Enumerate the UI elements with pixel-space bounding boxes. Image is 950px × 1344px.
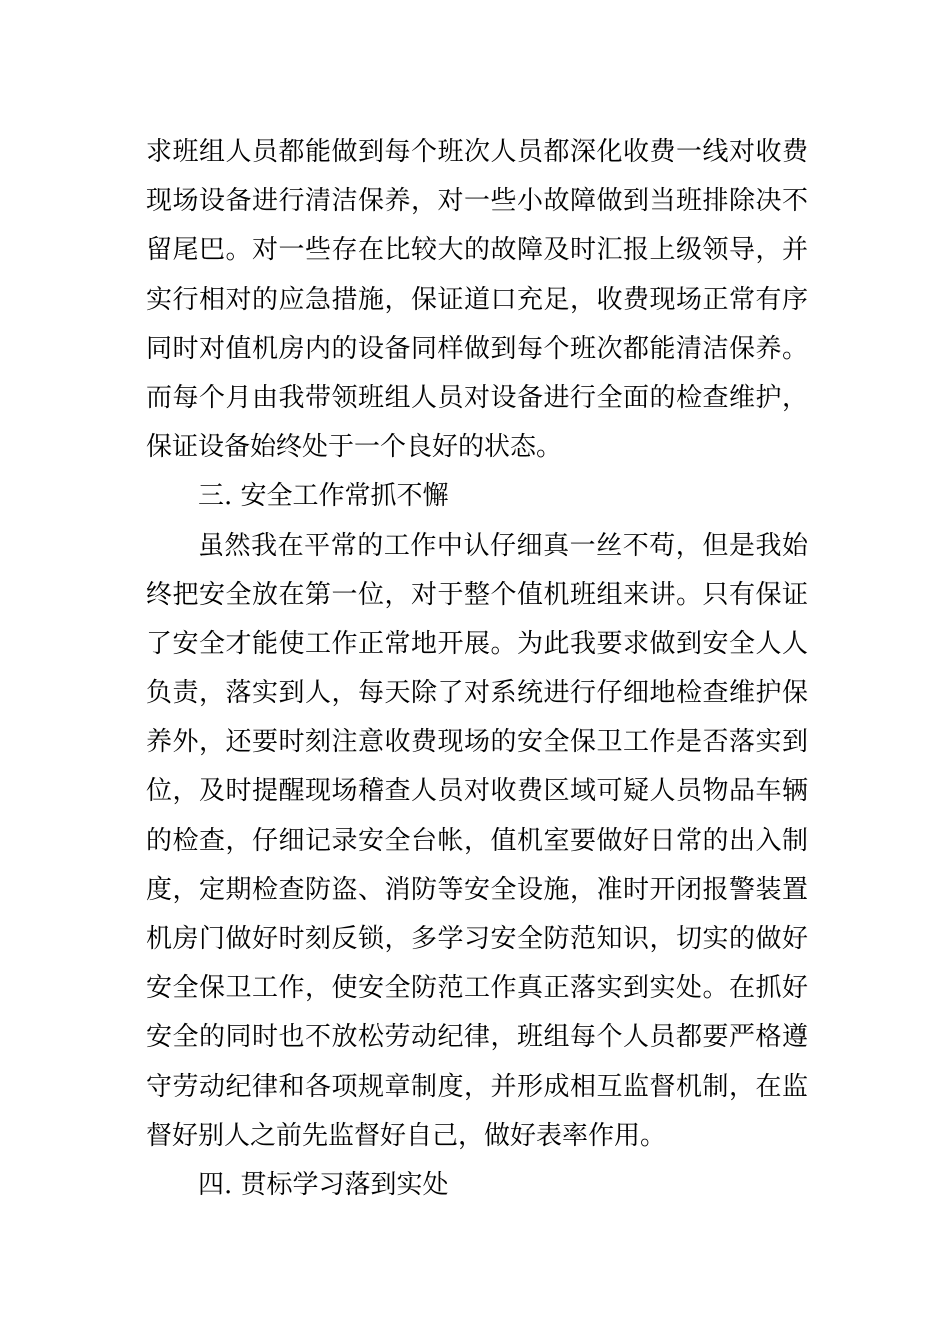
text-line: 终把安全放在第一位，对于整个值机班组来讲。只有保证 bbox=[146, 579, 808, 610]
text-line: 守劳动纪律和各项规章制度，并形成相互监督机制，在监 bbox=[146, 1071, 808, 1102]
text-line: 实行相对的应急措施，保证道口充足，收费现场正常有序 bbox=[146, 284, 808, 315]
text-line: 负责，落实到人，每天除了对系统进行仔细地检查维护保 bbox=[146, 678, 808, 709]
text-line: 而每个月由我带领班组人员对设备进行全面的检查维护， bbox=[146, 382, 808, 413]
text-line: 的检查，仔细记录安全台帐，值机室要做好日常的出入制 bbox=[146, 825, 808, 856]
text-line: 度，定期检查防盗、消防等安全设施，准时开闭报警装置 bbox=[146, 874, 808, 905]
text-line: 保证设备始终处于一个良好的状态。 bbox=[146, 432, 563, 463]
text-line: 养外，还要时刻注意收费现场的安全保卫工作是否落实到 bbox=[146, 727, 808, 758]
text-line: 虽然我在平常的工作中认仔细真一丝不苟，但是我始 bbox=[198, 530, 808, 561]
paragraph-safety-work bbox=[146, 522, 808, 1161]
text-line: 位，及时提醒现场稽查人员对收费区域可疑人员物品车辆 bbox=[146, 776, 808, 807]
text-line: 同时对值机房内的设备同样做到每个班次都能清洁保养。 bbox=[146, 333, 808, 364]
text-line: 安全的同时也不放松劳动纪律，班组每个人员都要严格遵 bbox=[146, 1022, 808, 1053]
text-line: 督好别人之前先监督好自己，做好表率作用。 bbox=[146, 1120, 667, 1151]
text-line: 机房门做好时刻反锁，多学习安全防范知识，切实的做好 bbox=[146, 924, 808, 954]
text-line: 留尾巴。对一些存在比较大的故障及时汇报上级领导，并 bbox=[146, 235, 808, 266]
text-line: 了安全才能使工作正常地开展。为此我要求做到安全人人 bbox=[146, 628, 808, 659]
section-heading-4: 四. 贯标学习落到实处 bbox=[198, 1169, 449, 1200]
text-line: 求班组人员都能做到每个班次人员都深化收费一线对收费 bbox=[146, 137, 808, 167]
text-line: 安全保卫工作，使安全防范工作真正落实到实处。在抓好 bbox=[146, 973, 808, 1004]
paragraph-equipment-maintenance bbox=[146, 128, 808, 472]
section-heading-3: 三. 安全工作常抓不懈 bbox=[198, 481, 449, 512]
document-body bbox=[146, 128, 808, 1210]
text-line: 现场设备进行清洁保养，对一些小故障做到当班排除决不 bbox=[146, 186, 808, 217]
